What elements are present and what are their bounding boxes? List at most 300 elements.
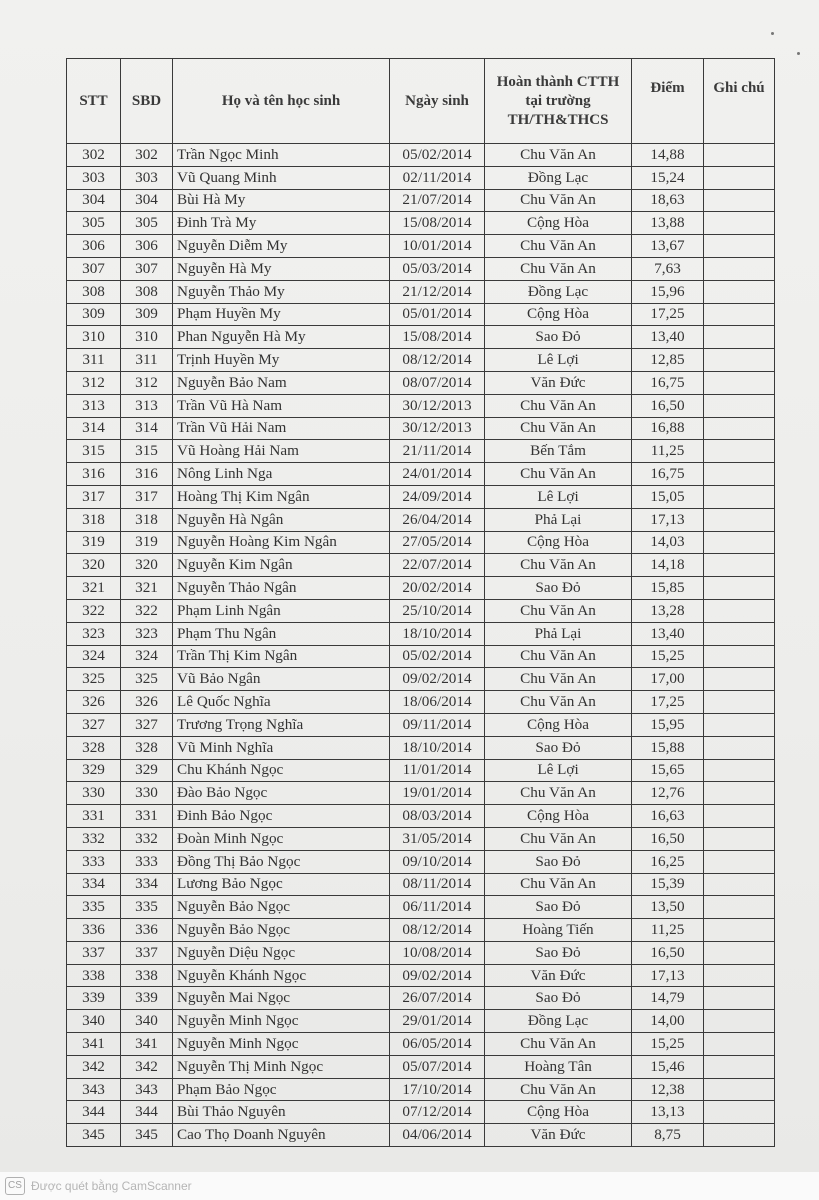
table-row: [67, 691, 775, 714]
table-row: [67, 166, 775, 189]
table-row: [67, 440, 775, 463]
cell-note: [704, 1033, 775, 1056]
cell-sbd: 329: [121, 759, 173, 782]
cell-school: Chu Văn An: [485, 394, 632, 417]
cell-score: 13,40: [632, 622, 704, 645]
cell-stt: 338: [67, 964, 121, 987]
cell-sbd: 334: [121, 873, 173, 896]
cell-sbd: 328: [121, 736, 173, 759]
header-note: Ghi chú: [704, 59, 775, 144]
cell-note: [704, 394, 775, 417]
cell-student-name: Cao Thọ Doanh Nguyên: [173, 1124, 390, 1147]
header-sbd: SBD: [121, 59, 173, 144]
table-row: [67, 622, 775, 645]
cell-student-name: Phạm Bảo Ngọc: [173, 1078, 390, 1101]
table-row: [67, 1124, 775, 1147]
table-row: [67, 508, 775, 531]
cell-sbd: 340: [121, 1010, 173, 1033]
table-row: [67, 736, 775, 759]
cell-score: 13,88: [632, 212, 704, 235]
cell-dob: 24/09/2014: [390, 485, 485, 508]
cell-sbd: 342: [121, 1055, 173, 1078]
cell-score: 16,50: [632, 827, 704, 850]
header-name: Họ và tên học sinh: [173, 59, 390, 144]
cell-note: [704, 303, 775, 326]
cell-school: Chu Văn An: [485, 668, 632, 691]
cell-sbd: 327: [121, 713, 173, 736]
cell-school: Sao Đỏ: [485, 736, 632, 759]
cell-school: Cộng Hòa: [485, 212, 632, 235]
cell-school: Sao Đỏ: [485, 577, 632, 600]
cell-sbd: 315: [121, 440, 173, 463]
cell-school: Phả Lại: [485, 622, 632, 645]
cell-school: Chu Văn An: [485, 144, 632, 167]
cell-score: 13,50: [632, 896, 704, 919]
cell-note: [704, 1124, 775, 1147]
cell-score: 12,38: [632, 1078, 704, 1101]
cell-sbd: 323: [121, 622, 173, 645]
cell-note: [704, 554, 775, 577]
cell-note: [704, 531, 775, 554]
table-row: [67, 1055, 775, 1078]
table-row: [67, 873, 775, 896]
cell-stt: 303: [67, 166, 121, 189]
cell-sbd: 322: [121, 599, 173, 622]
cell-note: [704, 371, 775, 394]
cell-dob: 31/05/2014: [390, 827, 485, 850]
cell-dob: 08/12/2014: [390, 349, 485, 372]
cell-dob: 25/10/2014: [390, 599, 485, 622]
cell-note: [704, 713, 775, 736]
cell-stt: 344: [67, 1101, 121, 1124]
cell-score: 12,76: [632, 782, 704, 805]
cell-student-name: Bùi Thảo Nguyên: [173, 1101, 390, 1124]
cell-score: 14,03: [632, 531, 704, 554]
cell-note: [704, 166, 775, 189]
cell-stt: 305: [67, 212, 121, 235]
cell-dob: 09/10/2014: [390, 850, 485, 873]
cell-dob: 06/11/2014: [390, 896, 485, 919]
cell-dob: 21/07/2014: [390, 189, 485, 212]
cell-student-name: Phạm Huyền My: [173, 303, 390, 326]
cell-sbd: 333: [121, 850, 173, 873]
cell-stt: 319: [67, 531, 121, 554]
cell-student-name: Vũ Minh Nghĩa: [173, 736, 390, 759]
cell-note: [704, 873, 775, 896]
cell-school: Chu Văn An: [485, 257, 632, 280]
cell-note: [704, 144, 775, 167]
cell-stt: 340: [67, 1010, 121, 1033]
cell-stt: 336: [67, 919, 121, 942]
cell-note: [704, 326, 775, 349]
cell-score: 15,25: [632, 645, 704, 668]
cell-school: Phả Lại: [485, 508, 632, 531]
cell-student-name: Nông Linh Nga: [173, 463, 390, 486]
cell-score: 16,88: [632, 417, 704, 440]
cell-school: Lê Lợi: [485, 759, 632, 782]
table-row: [67, 827, 775, 850]
cell-sbd: 309: [121, 303, 173, 326]
cell-sbd: 325: [121, 668, 173, 691]
cell-score: 17,13: [632, 964, 704, 987]
cell-note: [704, 919, 775, 942]
header-school-line3: TH/TH&THCS: [507, 111, 609, 128]
camscanner-watermark: Được quét bằng CamScanner: [31, 1179, 192, 1193]
cell-sbd: 324: [121, 645, 173, 668]
cell-dob: 30/12/2013: [390, 394, 485, 417]
cell-note: [704, 850, 775, 873]
cell-sbd: 318: [121, 508, 173, 531]
table-row: [67, 713, 775, 736]
table-row: [67, 463, 775, 486]
cell-note: [704, 1055, 775, 1078]
cell-student-name: Trần Vũ Hà Nam: [173, 394, 390, 417]
cell-score: 15,05: [632, 485, 704, 508]
cell-sbd: 302: [121, 144, 173, 167]
table-row: [67, 485, 775, 508]
cell-student-name: Nguyễn Thảo Ngân: [173, 577, 390, 600]
cell-score: 17,00: [632, 668, 704, 691]
cell-score: 14,00: [632, 1010, 704, 1033]
cell-school: Chu Văn An: [485, 417, 632, 440]
cell-note: [704, 782, 775, 805]
cell-score: 15,96: [632, 280, 704, 303]
cell-dob: 21/11/2014: [390, 440, 485, 463]
cell-score: 15,46: [632, 1055, 704, 1078]
cell-sbd: 341: [121, 1033, 173, 1056]
table-row: [67, 1078, 775, 1101]
cell-note: [704, 508, 775, 531]
cell-school: Chu Văn An: [485, 782, 632, 805]
table-row: [67, 144, 775, 167]
cell-student-name: Bùi Hà My: [173, 189, 390, 212]
table-row: [67, 987, 775, 1010]
table-row: [67, 850, 775, 873]
cell-school: Văn Đức: [485, 371, 632, 394]
cell-note: [704, 257, 775, 280]
cell-stt: 333: [67, 850, 121, 873]
cell-dob: 18/10/2014: [390, 736, 485, 759]
cell-score: 13,13: [632, 1101, 704, 1124]
cell-student-name: Trương Trọng Nghĩa: [173, 713, 390, 736]
cell-stt: 326: [67, 691, 121, 714]
cell-score: 15,85: [632, 577, 704, 600]
cell-note: [704, 1078, 775, 1101]
cell-stt: 304: [67, 189, 121, 212]
cell-note: [704, 759, 775, 782]
cell-score: 11,25: [632, 919, 704, 942]
scan-speck: [797, 52, 800, 55]
table-row: [67, 1033, 775, 1056]
cell-school: Chu Văn An: [485, 463, 632, 486]
cell-school: Cộng Hòa: [485, 531, 632, 554]
cell-sbd: 345: [121, 1124, 173, 1147]
cell-stt: 341: [67, 1033, 121, 1056]
cell-score: 18,63: [632, 189, 704, 212]
table-row: [67, 1010, 775, 1033]
cell-school: Cộng Hòa: [485, 303, 632, 326]
cell-sbd: 304: [121, 189, 173, 212]
cell-score: 15,25: [632, 1033, 704, 1056]
cell-score: 16,50: [632, 941, 704, 964]
cell-school: Sao Đỏ: [485, 850, 632, 873]
cell-stt: 317: [67, 485, 121, 508]
cell-stt: 321: [67, 577, 121, 600]
cell-stt: 339: [67, 987, 121, 1010]
cell-school: Hoàng Tiến: [485, 919, 632, 942]
cell-stt: 320: [67, 554, 121, 577]
cell-sbd: 316: [121, 463, 173, 486]
cell-sbd: 303: [121, 166, 173, 189]
cell-school: Chu Văn An: [485, 235, 632, 258]
cell-school: Chu Văn An: [485, 873, 632, 896]
cell-school: Cộng Hòa: [485, 805, 632, 828]
cell-sbd: 344: [121, 1101, 173, 1124]
cell-note: [704, 235, 775, 258]
cell-note: [704, 280, 775, 303]
cell-dob: 09/11/2014: [390, 713, 485, 736]
cell-sbd: 339: [121, 987, 173, 1010]
cell-stt: 334: [67, 873, 121, 896]
student-score-table: [66, 58, 775, 1147]
cell-school: Sao Đỏ: [485, 941, 632, 964]
cell-dob: 15/08/2014: [390, 212, 485, 235]
cell-student-name: Đào Bảo Ngọc: [173, 782, 390, 805]
cell-stt: 332: [67, 827, 121, 850]
cell-score: 8,75: [632, 1124, 704, 1147]
cell-score: 14,18: [632, 554, 704, 577]
cell-note: [704, 440, 775, 463]
cell-school: Chu Văn An: [485, 1078, 632, 1101]
cell-dob: 20/02/2014: [390, 577, 485, 600]
cell-dob: 02/11/2014: [390, 166, 485, 189]
cell-sbd: 332: [121, 827, 173, 850]
cell-note: [704, 212, 775, 235]
cell-stt: 323: [67, 622, 121, 645]
cell-school: Chu Văn An: [485, 645, 632, 668]
cell-score: 15,88: [632, 736, 704, 759]
cell-dob: 08/11/2014: [390, 873, 485, 896]
cell-stt: 331: [67, 805, 121, 828]
table-row: [67, 257, 775, 280]
cell-school: Chu Văn An: [485, 599, 632, 622]
cell-sbd: 312: [121, 371, 173, 394]
cell-stt: 342: [67, 1055, 121, 1078]
cell-student-name: Vũ Bảo Ngân: [173, 668, 390, 691]
cell-dob: 30/12/2013: [390, 417, 485, 440]
cell-school: Cộng Hòa: [485, 713, 632, 736]
cell-dob: 22/07/2014: [390, 554, 485, 577]
header-dob: Ngày sinh: [390, 59, 485, 144]
cell-note: [704, 805, 775, 828]
cell-school: Chu Văn An: [485, 1033, 632, 1056]
cell-student-name: Nguyễn Hà Ngân: [173, 508, 390, 531]
table-row: [67, 235, 775, 258]
cell-stt: 325: [67, 668, 121, 691]
cell-score: 16,25: [632, 850, 704, 873]
cell-student-name: Nguyễn Diễm My: [173, 235, 390, 258]
cell-note: [704, 1101, 775, 1124]
cell-student-name: Trần Ngọc Minh: [173, 144, 390, 167]
cell-student-name: Nguyễn Minh Ngọc: [173, 1033, 390, 1056]
cell-dob: 18/06/2014: [390, 691, 485, 714]
cell-student-name: Đinh Bảo Ngọc: [173, 805, 390, 828]
cell-student-name: Lê Quốc Nghĩa: [173, 691, 390, 714]
cell-stt: 312: [67, 371, 121, 394]
table-row: [67, 896, 775, 919]
cell-stt: 324: [67, 645, 121, 668]
cell-score: 11,25: [632, 440, 704, 463]
cell-score: 13,67: [632, 235, 704, 258]
cell-student-name: Nguyễn Mai Ngọc: [173, 987, 390, 1010]
table-row: [67, 371, 775, 394]
cell-dob: 05/03/2014: [390, 257, 485, 280]
cell-score: 15,24: [632, 166, 704, 189]
cell-student-name: Nguyễn Diệu Ngọc: [173, 941, 390, 964]
cell-note: [704, 691, 775, 714]
cell-dob: 05/02/2014: [390, 144, 485, 167]
cell-stt: 335: [67, 896, 121, 919]
cell-student-name: Nguyễn Bảo Ngọc: [173, 896, 390, 919]
cell-sbd: 305: [121, 212, 173, 235]
cell-sbd: 336: [121, 919, 173, 942]
cell-school: Chu Văn An: [485, 691, 632, 714]
table-row: [67, 1101, 775, 1124]
cell-score: 13,40: [632, 326, 704, 349]
table-row: [67, 964, 775, 987]
cell-stt: 308: [67, 280, 121, 303]
table-row: [67, 805, 775, 828]
cell-school: Hoàng Tân: [485, 1055, 632, 1078]
table-header-row: [67, 59, 775, 144]
cell-student-name: Nguyễn Minh Ngọc: [173, 1010, 390, 1033]
table-row: [67, 941, 775, 964]
cell-score: 16,50: [632, 394, 704, 417]
scanner-footer: [0, 1172, 819, 1200]
cell-student-name: Nguyễn Bảo Ngọc: [173, 919, 390, 942]
cell-dob: 17/10/2014: [390, 1078, 485, 1101]
cell-note: [704, 827, 775, 850]
cell-note: [704, 964, 775, 987]
cell-student-name: Nguyễn Bảo Nam: [173, 371, 390, 394]
table-row: [67, 531, 775, 554]
cell-stt: 310: [67, 326, 121, 349]
cell-dob: 05/01/2014: [390, 303, 485, 326]
cell-school: Văn Đức: [485, 1124, 632, 1147]
table-row: [67, 349, 775, 372]
cell-student-name: Nguyễn Thị Minh Ngọc: [173, 1055, 390, 1078]
cell-note: [704, 1010, 775, 1033]
cell-score: 12,85: [632, 349, 704, 372]
cell-sbd: 310: [121, 326, 173, 349]
cell-stt: 343: [67, 1078, 121, 1101]
cell-dob: 09/02/2014: [390, 668, 485, 691]
cell-student-name: Nguyễn Thảo My: [173, 280, 390, 303]
table-row: [67, 668, 775, 691]
cell-school: Sao Đỏ: [485, 987, 632, 1010]
cell-score: 16,75: [632, 463, 704, 486]
cell-sbd: 313: [121, 394, 173, 417]
cell-stt: 302: [67, 144, 121, 167]
cell-student-name: Hoàng Thị Kim Ngân: [173, 485, 390, 508]
cell-sbd: 317: [121, 485, 173, 508]
cell-school: Văn Đức: [485, 964, 632, 987]
cell-stt: 309: [67, 303, 121, 326]
table-row: [67, 782, 775, 805]
cell-school: Chu Văn An: [485, 827, 632, 850]
cell-score: 17,25: [632, 303, 704, 326]
cell-student-name: Đinh Trà My: [173, 212, 390, 235]
cell-dob: 24/01/2014: [390, 463, 485, 486]
table-row: [67, 303, 775, 326]
cell-school: Chu Văn An: [485, 189, 632, 212]
cell-student-name: Đoàn Minh Ngọc: [173, 827, 390, 850]
cell-student-name: Nguyễn Khánh Ngọc: [173, 964, 390, 987]
table-row: [67, 326, 775, 349]
table-row: [67, 394, 775, 417]
cell-stt: 337: [67, 941, 121, 964]
cell-dob: 19/01/2014: [390, 782, 485, 805]
cell-school: Cộng Hòa: [485, 1101, 632, 1124]
cell-student-name: Lương Bảo Ngọc: [173, 873, 390, 896]
cell-sbd: 335: [121, 896, 173, 919]
cell-score: 15,65: [632, 759, 704, 782]
cell-stt: 345: [67, 1124, 121, 1147]
cell-student-name: Phạm Thu Ngân: [173, 622, 390, 645]
cell-score: 14,79: [632, 987, 704, 1010]
cell-dob: 10/08/2014: [390, 941, 485, 964]
table-row: [67, 599, 775, 622]
cell-dob: 27/05/2014: [390, 531, 485, 554]
cell-sbd: 330: [121, 782, 173, 805]
cell-sbd: 308: [121, 280, 173, 303]
cell-score: 15,95: [632, 713, 704, 736]
table-row: [67, 577, 775, 600]
cell-score: 14,88: [632, 144, 704, 167]
cell-dob: 11/01/2014: [390, 759, 485, 782]
cell-sbd: 338: [121, 964, 173, 987]
cell-stt: 322: [67, 599, 121, 622]
cell-score: 16,63: [632, 805, 704, 828]
cell-sbd: 319: [121, 531, 173, 554]
cell-score: 16,75: [632, 371, 704, 394]
cell-student-name: Nguyễn Hà My: [173, 257, 390, 280]
cell-student-name: Trần Vũ Hải Nam: [173, 417, 390, 440]
cell-student-name: Nguyễn Hoàng Kim Ngân: [173, 531, 390, 554]
cell-school: Lê Lợi: [485, 485, 632, 508]
cell-note: [704, 622, 775, 645]
cell-stt: 307: [67, 257, 121, 280]
cell-dob: 09/02/2014: [390, 964, 485, 987]
cell-sbd: 337: [121, 941, 173, 964]
cell-school: Bến Tắm: [485, 440, 632, 463]
cell-score: 15,39: [632, 873, 704, 896]
table-row: [67, 645, 775, 668]
cell-sbd: 331: [121, 805, 173, 828]
cell-note: [704, 668, 775, 691]
cell-dob: 08/12/2014: [390, 919, 485, 942]
cell-note: [704, 896, 775, 919]
cell-stt: 306: [67, 235, 121, 258]
cell-stt: 315: [67, 440, 121, 463]
cell-stt: 311: [67, 349, 121, 372]
cell-dob: 07/12/2014: [390, 1101, 485, 1124]
cell-school: Sao Đỏ: [485, 326, 632, 349]
scan-speck: [771, 32, 774, 35]
table-row: [67, 759, 775, 782]
cell-note: [704, 987, 775, 1010]
cell-dob: 29/01/2014: [390, 1010, 485, 1033]
